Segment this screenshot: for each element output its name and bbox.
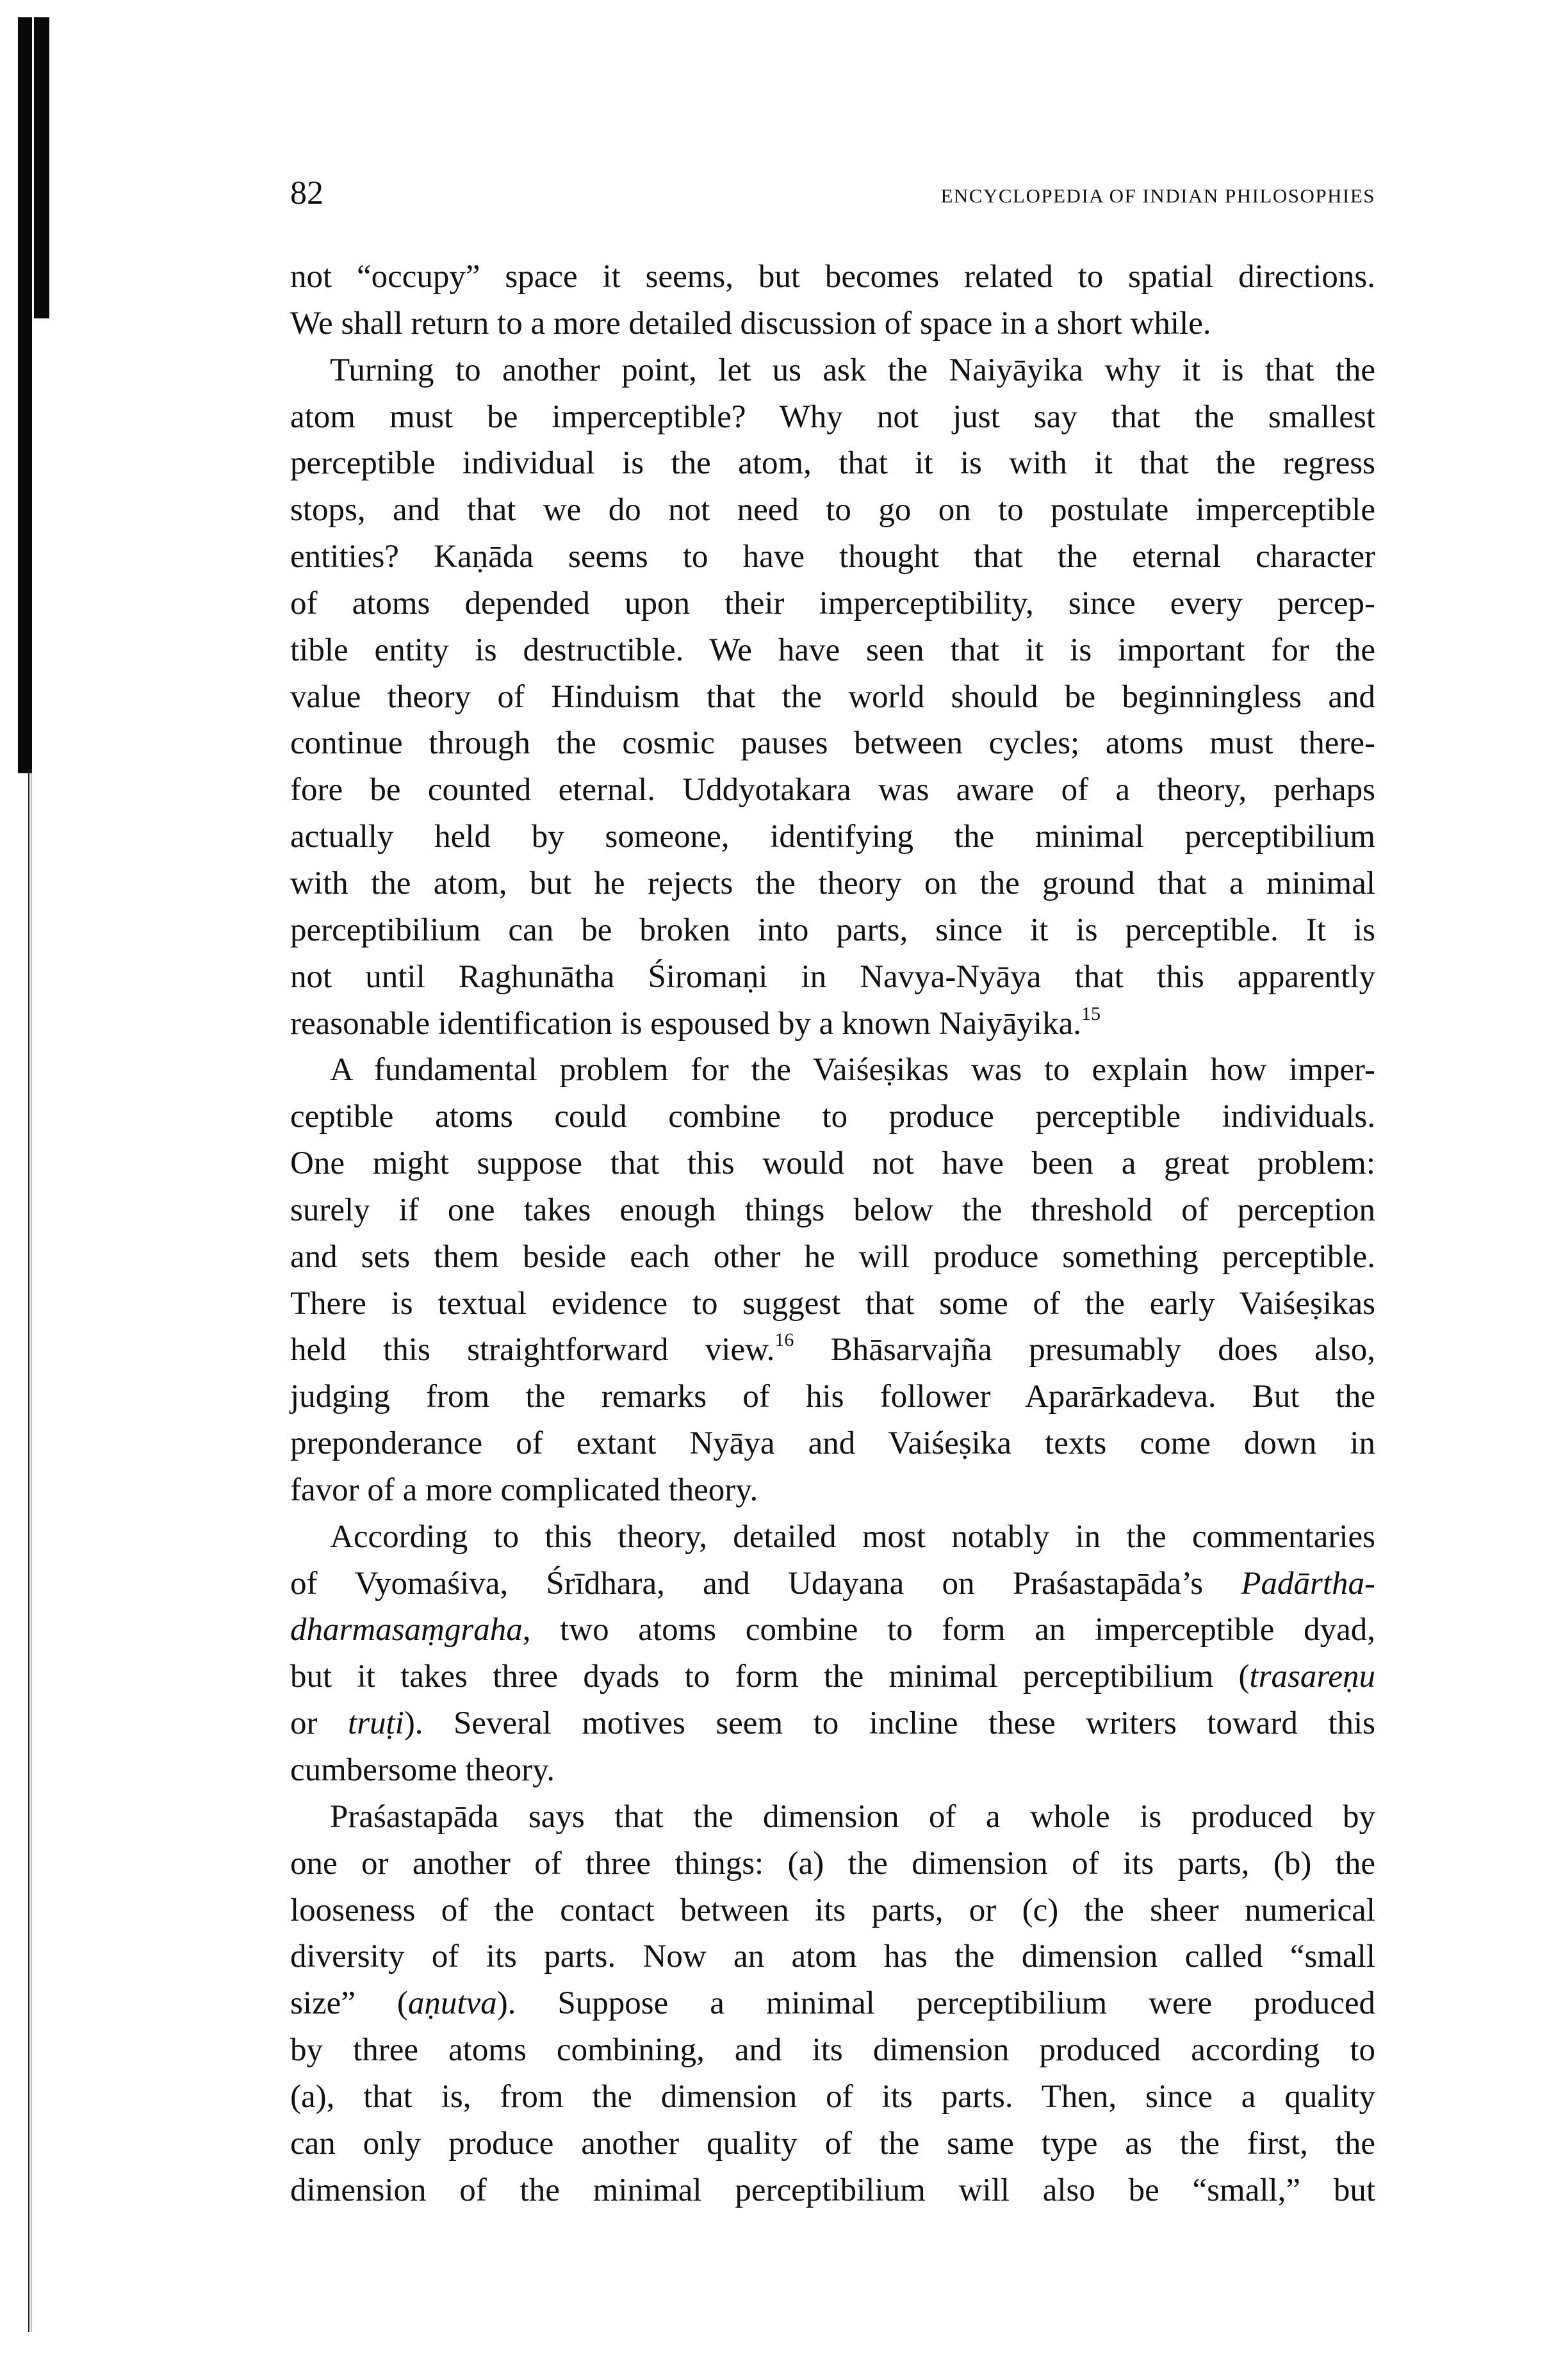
line-text: cumbersome theory. xyxy=(290,1752,555,1788)
line-text: Turning to another point, let us ask the Naiyāyika why it is that the xyxy=(330,352,1375,388)
line-text: tible entity is destructible. We have seen that it is important for the xyxy=(290,632,1375,668)
line-text: ceptible atoms could combine to produce perceptible individuals. xyxy=(290,1099,1375,1135)
text-line xyxy=(290,627,1375,674)
italic-term: dharmasaṃgraha xyxy=(290,1612,523,1648)
text-line xyxy=(290,394,1375,441)
italic-term: aṇutva xyxy=(407,1985,497,2022)
text-line xyxy=(290,487,1375,534)
text-line xyxy=(290,1327,1375,1374)
line-text: looseness of the contact between its parts, or (c) the sheer numerical xyxy=(290,1892,1375,1928)
line-text: can only produce another quality of the same type as the first, the xyxy=(290,2125,1375,2162)
text-line xyxy=(290,1933,1375,1980)
line-text: One might suppose that this would not have been a great problem: xyxy=(290,1145,1375,1182)
line-text: and sets them beside each other he will produce something perceptible. xyxy=(290,1238,1375,1275)
line-text: preponderance of extant Nyāya and Vaiśeṣika texts come down in xyxy=(290,1425,1375,1462)
text-line xyxy=(290,300,1375,347)
running-head xyxy=(290,174,1375,213)
text-line xyxy=(290,954,1375,1001)
footnote-ref: 16 xyxy=(774,1329,794,1351)
line-text: stops, and that we do not need to go on to postulate imperceptible xyxy=(290,492,1375,529)
line-text: actually held by someone, identifying the minimal perceptibilium xyxy=(290,819,1375,855)
text-line xyxy=(290,2121,1375,2167)
line-text: dimension of the minimal perceptibilium will also be “small,” but xyxy=(290,2172,1375,2208)
text-line xyxy=(290,1001,1375,1047)
scan-binding-line xyxy=(28,769,31,2332)
line-text: perceptible individual is the atom, that it is with it that the regress xyxy=(290,445,1375,482)
text-line xyxy=(290,1234,1375,1281)
footnote-ref: 15 xyxy=(1081,1003,1101,1024)
line-text: fore be counted eternal. Uddyotakara was aware of a theory, perhaps xyxy=(290,772,1375,808)
italic-term: truṭi xyxy=(347,1705,404,1742)
line-text: (a), that is, from the dimension of its parts. Then, since a quality xyxy=(290,2078,1375,2115)
line-text: continue through the cosmic pauses between cycles; atoms must there- xyxy=(290,725,1375,762)
text-line xyxy=(290,860,1375,907)
line-text: ). Several motives seem to incline these writers toward this xyxy=(404,1705,1376,1742)
line-text: perceptibilium can be broken into parts, since it is perceptible. It is xyxy=(290,912,1375,948)
text-line xyxy=(290,1514,1375,1561)
text-line xyxy=(290,534,1375,580)
line-text: surely if one takes enough things below the threshold of perception xyxy=(290,1192,1375,1228)
line-text: with the atom, but he rejects the theory on the ground that a minimal xyxy=(290,865,1375,901)
line-text: but it takes three dyads to form the minimal perceptibilium ( xyxy=(290,1659,1250,1695)
text-line xyxy=(290,2167,1375,2214)
text-line xyxy=(290,1281,1375,1327)
text-line xyxy=(290,907,1375,954)
text-line xyxy=(290,1374,1375,1420)
line-text: not “occupy” space it seems, but becomes related to spatial directions. xyxy=(290,259,1375,295)
text-line xyxy=(290,347,1375,394)
line-text: of atoms depended upon their imperceptibility, since every percep- xyxy=(290,585,1375,621)
running-head-title: ENCYCLOPEDIA OF INDIAN PHILOSOPHIES xyxy=(940,185,1375,207)
text-line xyxy=(290,2074,1375,2121)
text-line xyxy=(290,2027,1375,2074)
text-line xyxy=(290,1187,1375,1234)
line-text: one or another of three things: (a) the dimension of its parts, (b) the xyxy=(290,1845,1375,1882)
line-text: atom must be imperceptible? Why not just say that the smallest xyxy=(290,398,1375,435)
text-line xyxy=(290,720,1375,767)
line-text: According to this theory, detailed most notably in the commentaries xyxy=(330,1518,1375,1555)
text-line xyxy=(290,1094,1375,1140)
text-line xyxy=(290,1794,1375,1841)
body-text xyxy=(290,254,1375,2213)
text-line xyxy=(290,580,1375,627)
page-number: 82 xyxy=(290,175,323,211)
text-line xyxy=(290,1654,1375,1700)
text-line xyxy=(290,1420,1375,1467)
line-text: judging from the remarks of his follower Aparārkadeva. But the xyxy=(290,1379,1375,1415)
text-line xyxy=(290,440,1375,487)
line-text: A fundamental problem for the Vaiśeṣikas was to explain how imper- xyxy=(330,1052,1375,1088)
scan-binding-edge xyxy=(18,17,32,773)
line-text: diversity of its parts. Now an atom has the dimension called “small xyxy=(290,1939,1375,1975)
line-text: held this straightforward view. xyxy=(290,1332,775,1368)
text-line xyxy=(290,1700,1375,1747)
text-line xyxy=(290,1607,1375,1654)
text-line xyxy=(290,1841,1375,1887)
line-text: Praśastapāda says that the dimension of a whole is produced by xyxy=(330,1798,1375,1835)
line-text: size” ( xyxy=(290,1985,408,2022)
line-text: of Vyomaśiva, Śrīdhara, and Udayana on Praśastapāda’s xyxy=(290,1565,1241,1602)
text-line xyxy=(290,814,1375,860)
text-line xyxy=(290,1561,1375,1607)
text-line xyxy=(290,1980,1375,2027)
line-text: not until Raghunātha Śiromaṇi in Navya-Nyāya that this apparently xyxy=(290,958,1375,995)
italic-term: Padārtha- xyxy=(1241,1565,1375,1602)
line-text: entities? Kaṇāda seems to have thought that the eternal character xyxy=(290,539,1375,575)
line-text: reasonable identification is espoused by a known Naiyāyika. xyxy=(290,1005,1081,1042)
text-line xyxy=(290,1467,1375,1514)
scan-binding-edge-inner xyxy=(34,17,49,318)
line-text: , two atoms combine to form an imperceptible dyad, xyxy=(522,1612,1375,1648)
text-line xyxy=(290,1887,1375,1934)
text-line xyxy=(290,1140,1375,1187)
text-line xyxy=(290,254,1375,300)
text-line xyxy=(290,767,1375,814)
line-text: by three atoms combining, and its dimension produced according to xyxy=(290,2032,1375,2069)
line-text: ). Suppose a minimal perceptibilium were produced xyxy=(496,1985,1375,2022)
line-text: or xyxy=(290,1705,348,1742)
text-line xyxy=(290,1047,1375,1094)
line-text: Bhāsarvajña presumably does also, xyxy=(794,1332,1376,1368)
text-line xyxy=(290,674,1375,721)
text-line xyxy=(290,1747,1375,1794)
line-text: value theory of Hinduism that the world should be beginningless and xyxy=(290,678,1375,715)
line-text: favor of a more complicated theory. xyxy=(290,1472,758,1508)
line-text: We shall return to a more detailed discussion of space in a short while. xyxy=(290,305,1211,341)
line-text: There is textual evidence to suggest that some of the early Vaiśeṣikas xyxy=(290,1285,1375,1322)
italic-term: trasareṇu xyxy=(1249,1659,1375,1695)
